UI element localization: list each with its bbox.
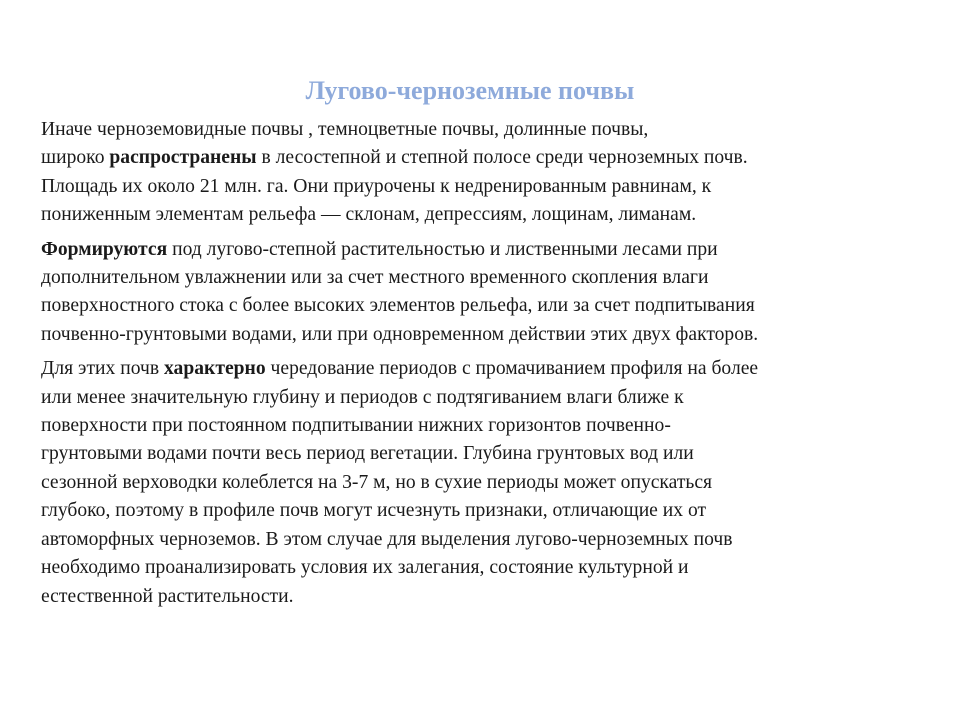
text-segment: поверхностного стока с более высоких элементов рельефа, или за счет подпитывания: [41, 295, 755, 317]
text-line: [41, 497, 921, 525]
text-line: [41, 412, 921, 440]
paragraph: [41, 116, 921, 230]
text-segment: широко: [41, 147, 110, 169]
text-segment: грунтовыми водами почти весь период вегетации. Глубина грунтовых вод или: [41, 443, 694, 465]
emphasized-term: Формируются: [41, 238, 168, 260]
text-segment: необходимо проанализировать условия их залегания, состояние культурной и: [41, 557, 689, 579]
text-segment: естественной растительности.: [41, 585, 294, 607]
text-segment: Иначе черноземовидные почвы , темноцветные почвы, долинные почвы,: [41, 119, 649, 140]
text-segment: почвенно-грунтовыми водами, или при одновременном действии этих двух факторов.: [41, 323, 759, 345]
text-line: [41, 292, 921, 320]
text-line: [41, 469, 921, 497]
text-line: [41, 554, 921, 582]
text-line: [41, 355, 921, 383]
slide-title: Лугово-черноземные почвы: [305, 76, 635, 105]
text-segment: автоморфных черноземов. В этом случае для выделения лугово-черноземных почв: [41, 528, 733, 550]
emphasized-term: характерно: [164, 358, 266, 380]
slide-body: [41, 116, 921, 617]
text-line: [41, 201, 921, 229]
text-segment: в лесостепной и степной полосе среди черноземных почв.: [256, 147, 748, 169]
text-line: [41, 583, 921, 611]
text-line: [41, 440, 921, 468]
text-line: [41, 264, 921, 292]
text-segment: под лугово-степной растительностью и лиственными лесами при: [167, 238, 718, 260]
text-line: [41, 321, 921, 349]
text-segment: глубоко, поэтому в профиле почв могут исчезнуть признаки, отличающие их от: [41, 500, 707, 522]
text-segment: или менее значительную глубину и периодов с подтягиванием влаги ближе к: [41, 386, 684, 408]
emphasized-term: распространены: [109, 147, 257, 169]
text-segment: Для этих почв: [41, 358, 164, 380]
paragraph: [41, 236, 921, 350]
text-line: [41, 173, 921, 201]
text-line: [41, 116, 921, 144]
text-segment: поверхности при постоянном подпитывании нижних горизонтов почвенно-: [41, 415, 671, 437]
text-segment: Площадь их около 21 млн. га. Они приурочены к недренированным равнинам, к: [41, 175, 712, 197]
text-segment: сезонной верховодки колеблется на 3-7 м, но в сухие периоды может опускаться: [41, 471, 713, 493]
paragraph: [41, 355, 921, 611]
text-segment: дополнительном увлажнении или за счет местного временного скопления влаги: [41, 267, 709, 289]
text-line: [41, 526, 921, 554]
text-segment: пониженным элементам рельефа — склонам, депрессиям, лощинам, лиманам.: [41, 204, 697, 226]
text-line: [41, 384, 921, 412]
text-line: [41, 236, 921, 264]
text-segment: чередование периодов с промачиванием профиля на более: [265, 358, 759, 380]
text-line: [41, 144, 921, 172]
